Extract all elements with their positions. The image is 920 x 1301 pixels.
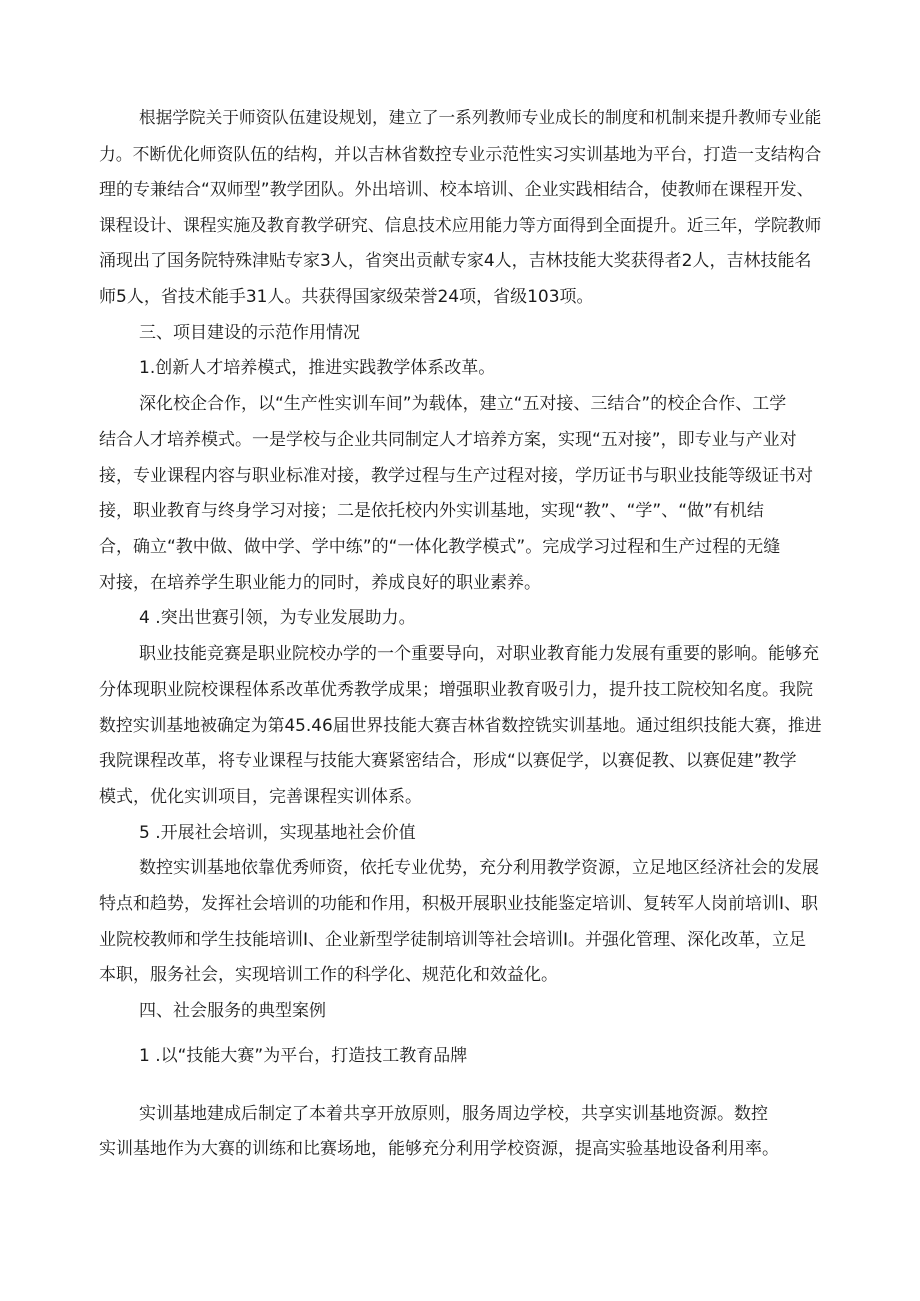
paragraph-line: 业院校教师和学生技能培训I、企业新型学徒制培训等社会培训I。并强化管理、深化改革，立足 (99, 930, 807, 950)
subsection-heading: 4 .突出世赛引领，为专业发展助力。 (139, 608, 416, 628)
paragraph-line: 结合人才培养模式。一是学校与企业共同制定人才培养方案，实现“五对接”，即专业与产业对 (99, 430, 797, 450)
paragraph-line: 理的专兼结合“双师型”教学团队。外出培训、校本培训、企业实践相结合，使教师在课程开发、 (99, 180, 814, 200)
paragraph-line: 接，职业教育与终身学习对接；二是依托校内外实训基地，实现“教”、“学”、“做”有机结 (99, 501, 764, 521)
paragraph-line: 力。不断优化师资队伍的结构，并以吉林省数控专业示范性实习实训基地为平台，打造一支结构合 (99, 144, 822, 164)
paragraph-line: 接，专业课程内容与职业标准对接，教学过程与生产过程对接，学历证书与职业技能等级证书对 (99, 466, 813, 486)
section-heading: 三、项目建设的示范作用情况 (139, 323, 360, 343)
paragraph-line: 我院课程改革，将专业课程与技能大赛紧密结合，形成“以赛促学，以赛促教、以赛促建”教学 (99, 751, 797, 771)
paragraph-line: 特点和趋势，发挥社会培训的功能和作用，积极开展职业技能鉴定培训、复转军人岗前培训I、职 (99, 894, 819, 914)
paragraph-line: 课程设计、课程实施及教育教学研究、信息技术应用能力等方面得到全面提升。近三年，学院教师 (99, 215, 822, 235)
paragraph-line: 师5人，省技术能手31人。共获得国家级荣誉24项，省级103项。 (99, 287, 594, 307)
subsection-heading: 1 .以“技能大赛”为平台，打造技工教育品牌 (139, 1046, 468, 1066)
paragraph-line: 对接，在培养学生职业能力的同时，养成良好的职业素养。 (99, 573, 541, 593)
paragraph-line: 深化校企合作，以“生产性实训车间”为载体，建立“五对接、三结合”的校企合作、工学 (139, 394, 787, 414)
paragraph-line: 模式，优化实训项目，完善课程实训体系。 (99, 787, 422, 807)
paragraph-line: 数控实训基地被确定为第45.46届世界技能大赛吉林省数控铣实训基地。通过组织技能大赛，推进 (99, 715, 822, 735)
paragraph-line: 涌现出了国务院特殊津贴专家3人，省突出贡献专家4人，吉林技能大奖获得者2人，吉林技能名 (99, 251, 812, 271)
paragraph-line: 实训基地作为大赛的训练和比赛场地，能够充分利用学校资源，提高实验基地设备利用率。 (99, 1139, 779, 1159)
paragraph-line: 本职，服务社会，实现培训工作的科学化、规范化和效益化。 (99, 965, 558, 985)
paragraph-line: 合，确立“教中做、做中学、学中练”的“一体化教学模式”。完成学习过程和生产过程的无缝 (99, 537, 781, 557)
paragraph-line: 数控实训基地依靠优秀师资，依托专业优势，充分利用教学资源，立足地区经济社会的发展 (139, 858, 819, 878)
paragraph-line: 根据学院关于师资队伍建设规划，建立了一系列教师专业成长的制度和机制来提升教师专业能 (139, 108, 822, 127)
paragraph-line: 分体现职业院校课程体系改革优秀教学成果；增强职业教育吸引力，提升技工院校知名度。我院 (99, 680, 813, 700)
section-heading: 四、社会服务的典型案例 (139, 1001, 326, 1021)
subsection-heading: 5 .开展社会培训，实现基地社会价值 (139, 823, 416, 843)
paragraph-line: 职业技能竞赛是职业院校办学的一个重要导向，对职业教育能力发展有重要的影响。能够充 (139, 644, 819, 664)
subsection-heading: 1.创新人才培养模式，推进实践教学体系改革。 (139, 358, 496, 378)
paragraph-line: 实训基地建成后制定了本着共享开放原则，服务周边学校，共享实训基地资源。数控 (139, 1104, 768, 1124)
